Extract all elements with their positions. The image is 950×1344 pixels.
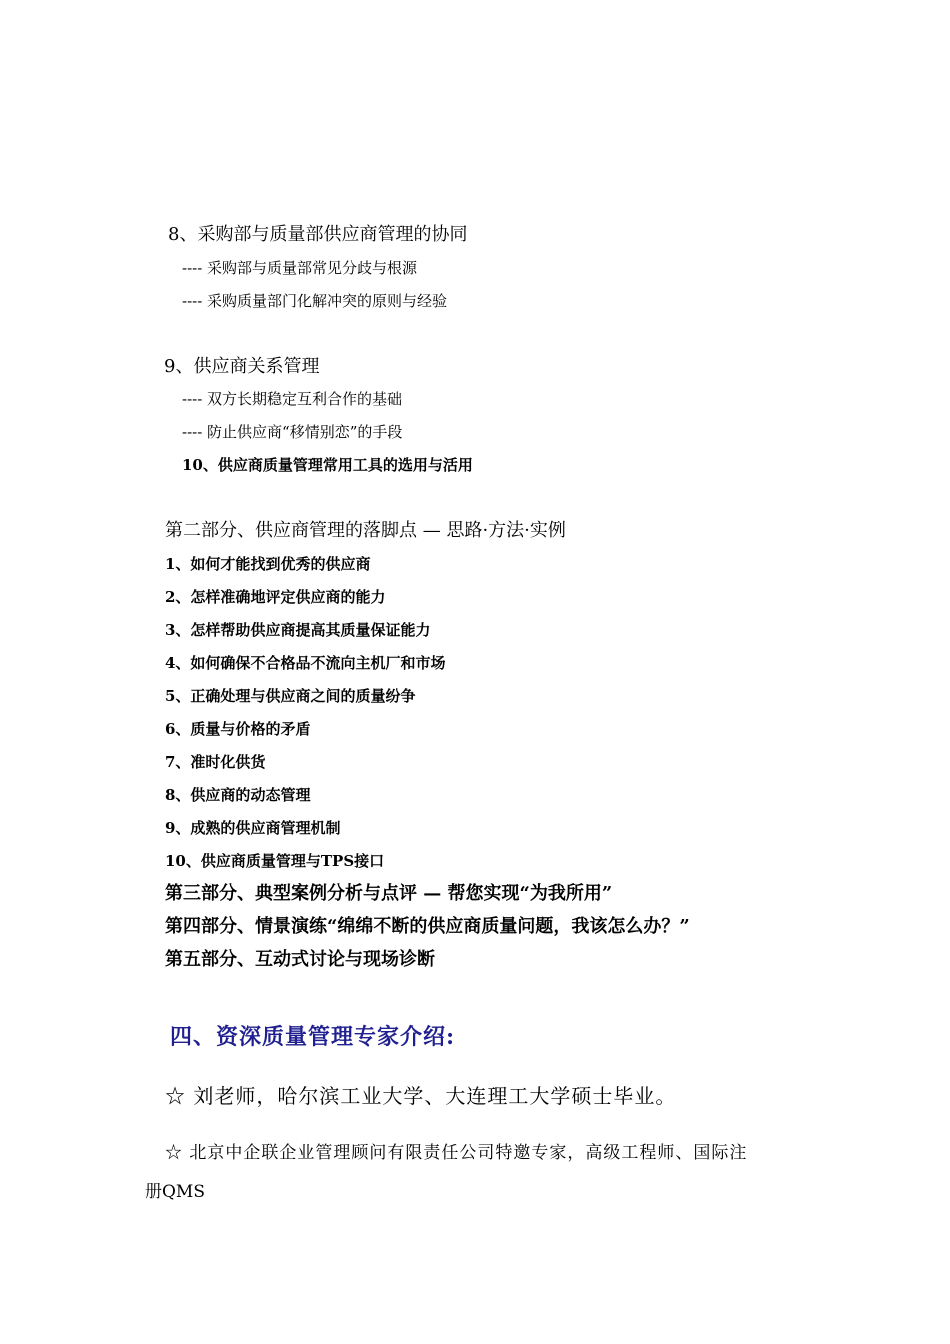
part2-item-10: 10、供应商质量管理与TPS接口 — [165, 852, 385, 870]
part2-item-9: 9、成熟的供应商管理机制 — [165, 819, 341, 837]
part4-title: 第四部分、情景演练“绵绵不断的供应商质量问题，我该怎么办？” — [165, 916, 690, 937]
outline-item-8-sub-1: ---- 采购部与质量部常见分歧与根源 — [182, 259, 418, 277]
expert-intro-line-1: ☆ 刘老师，哈尔滨工业大学、大连理工大学硕士毕业。 — [165, 1084, 677, 1108]
outline-item-9-sub-1: ---- 双方长期稳定互利合作的基础 — [182, 390, 403, 408]
outline-item-8-sub-2: ---- 采购质量部门化解冲突的原则与经验 — [182, 292, 448, 310]
expert-intro-line-2-cont: 册QMS — [145, 1182, 205, 1202]
section4-title: 四、资深质量管理专家介绍: — [170, 1024, 456, 1050]
part2-item-2: 2、怎样准确地评定供应商的能力 — [165, 588, 386, 606]
outline-item-10: 10、供应商质量管理常用工具的选用与活用 — [182, 456, 473, 474]
expert-intro-line-2: ☆ 北京中企联企业管理顾问有限责任公司特邀专家，高级工程师、国际注 — [165, 1143, 748, 1163]
part2-title: 第二部分、供应商管理的落脚点 — 思路·方法·实例 — [165, 520, 566, 541]
part2-item-8: 8、供应商的动态管理 — [165, 786, 311, 804]
part5-title: 第五部分、互动式讨论与现场诊断 — [165, 949, 435, 970]
part2-item-5: 5、正确处理与供应商之间的质量纷争 — [165, 687, 416, 705]
outline-item-9-sub-2: ---- 防止供应商“移情别恋”的手段 — [182, 423, 403, 441]
part2-item-6: 6、质量与价格的矛盾 — [165, 720, 311, 738]
part2-item-3: 3、怎样帮助供应商提高其质量保证能力 — [165, 621, 431, 639]
outline-item-8-title: 8、采购部与质量部供应商管理的协同 — [168, 224, 468, 245]
part3-title: 第三部分、典型案例分析与点评 — 帮您实现“为我所用” — [165, 883, 613, 904]
part2-item-7: 7、准时化供货 — [165, 753, 266, 771]
part2-item-1: 1、如何才能找到优秀的供应商 — [165, 555, 371, 573]
part2-item-4: 4、如何确保不合格品不流向主机厂和市场 — [165, 654, 446, 672]
outline-item-9-title: 9、供应商关系管理 — [164, 356, 320, 377]
